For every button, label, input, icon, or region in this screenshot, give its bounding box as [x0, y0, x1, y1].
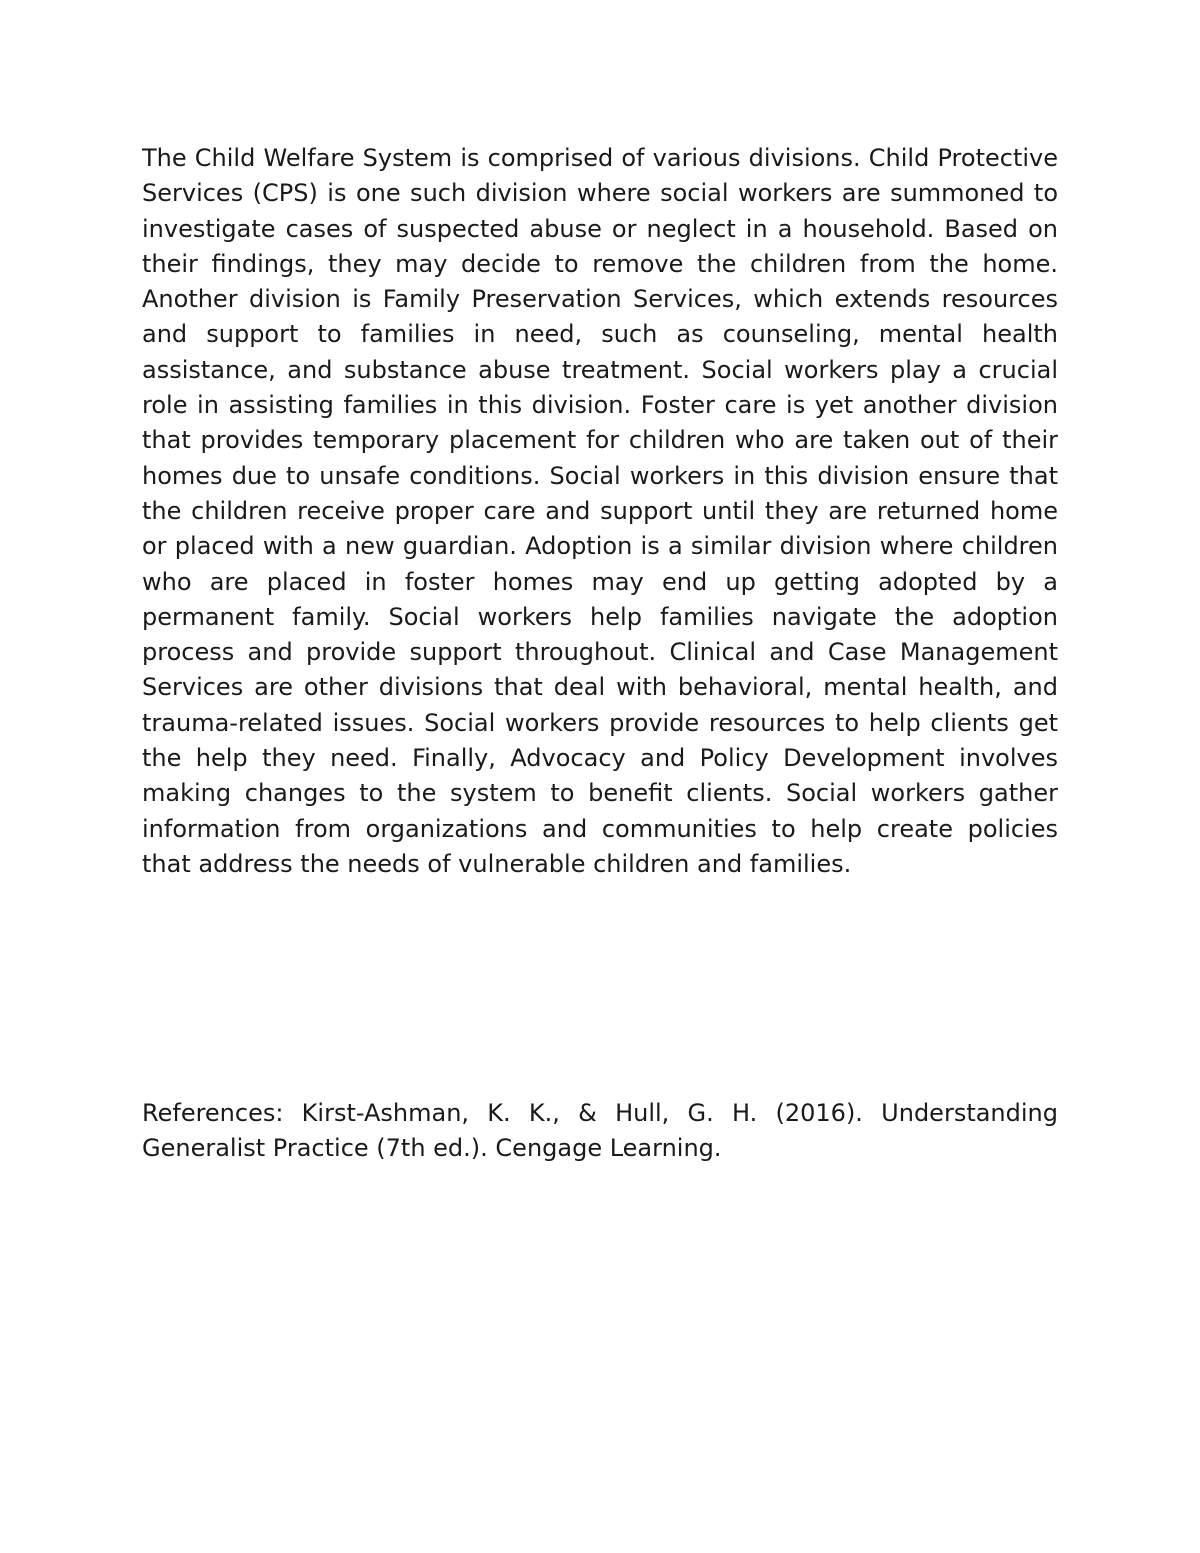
body-paragraph: The Child Welfare System is comprised of various divisions. Child Protective Services (CPS) is one such division where social workers are summoned to investigate cases of suspected abuse or neglect in a household. Based on their findings, they may decide to remove the children from the home. Another division is Family Preservation Services, which extends resources and support to families in need, such as counseling, mental health assistance, and substance abuse treatment. Social workers play a crucial role in assisting families in this division. Foster care is yet another division that provides temporary placement for children who are taken out of their homes due to unsafe conditions. Social workers in this division ensure that the children receive proper care and support until they are returned home or placed with a new guardian. Adoption is a similar division where children who are placed in foster homes may end up getting adopted by a permanent family. Social workers help families navigate the adoption process and provide support throughout. Clinical and Case Management Services are other divisions that deal with behavioral, mental health, and trauma-related issues. Social workers provide resources to help clients get the help they need. Finally, Advocacy and Policy Development involves making changes to the system to benefit clients. Social workers gather information from organizations and communities to help create policies that address the needs of vulnerable children and families. [142, 144, 1058, 878]
references-paragraph: References: Kirst-Ashman, K. K., & Hull, G. H. (2016). Understanding Generalist Practice (7th ed.). Cengage Learning. [142, 1099, 1058, 1163]
